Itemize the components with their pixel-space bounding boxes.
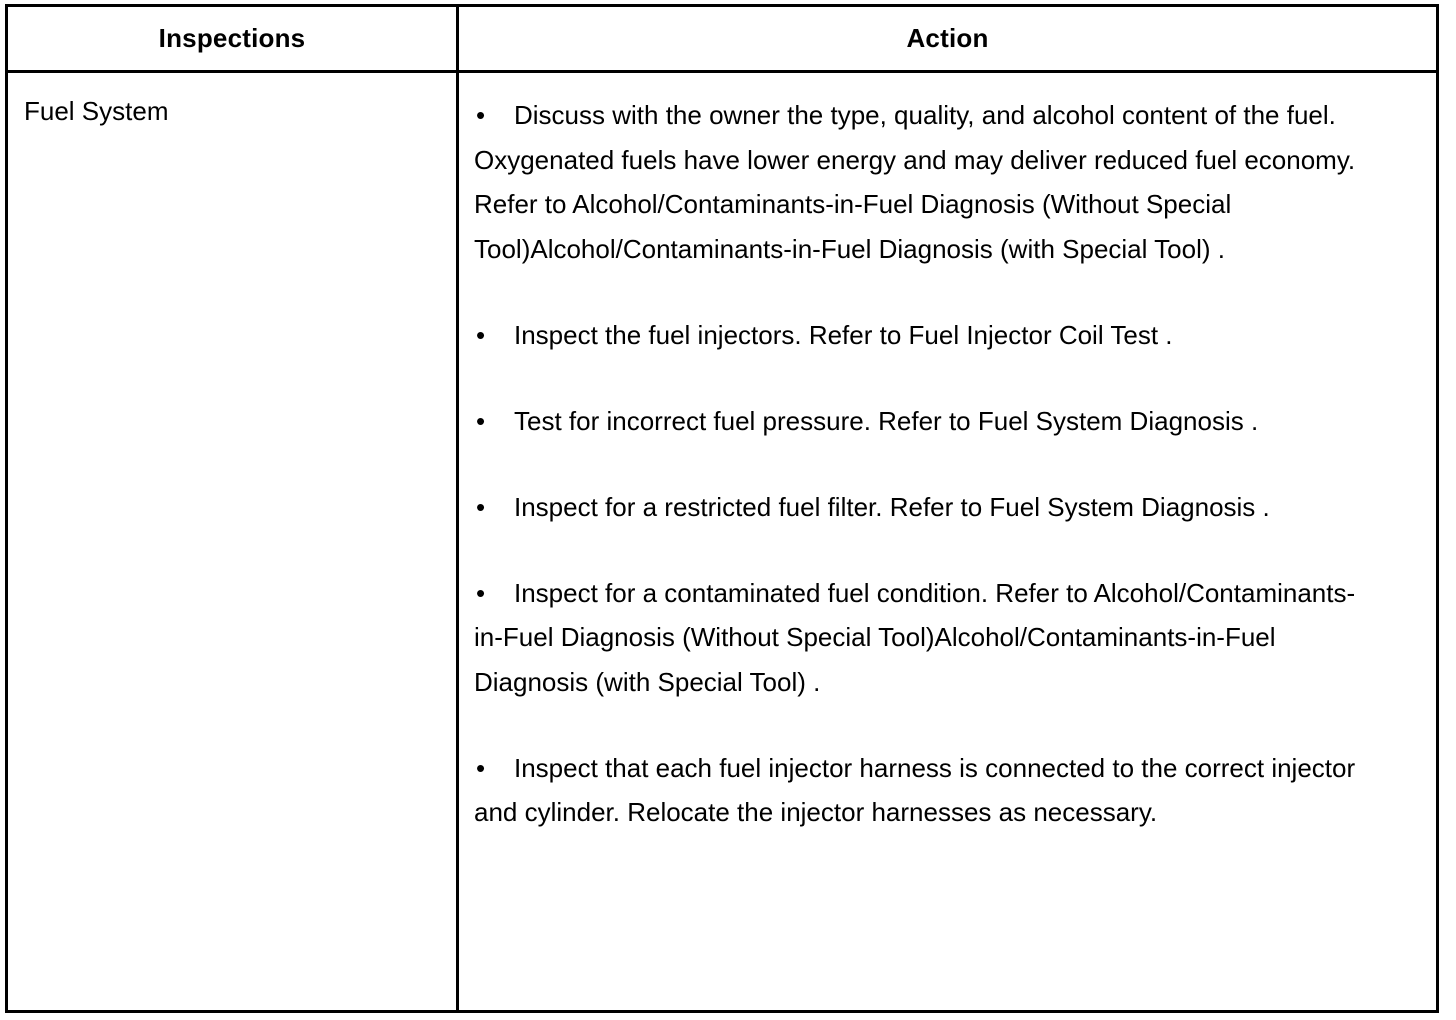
action-text: Inspect for a contaminated fuel condition. Refer to Alcohol/Contaminants-in-Fuel Diagnosis (Without Special Tool)Alcohol/Contaminants-in-Fuel Diagnosis (with Special Tool) . xyxy=(474,577,1356,697)
action-text: Inspect that each fuel injector harness is connected to the correct injector and cylinder. Relocate the injector harnesses as necessary. xyxy=(474,752,1356,827)
header-inspections: Inspections xyxy=(158,23,306,53)
bullet: • xyxy=(476,405,486,436)
inspection-cell-fuel-system: Fuel System xyxy=(24,96,169,126)
table-header-row xyxy=(8,7,1436,73)
inspection-table xyxy=(5,4,1439,1013)
action-item xyxy=(474,571,1364,705)
action-item xyxy=(474,313,1364,358)
header-action: Action xyxy=(906,23,989,53)
action-cell xyxy=(474,93,1364,876)
action-item xyxy=(474,746,1364,835)
action-item xyxy=(474,485,1364,530)
bullet: • xyxy=(476,577,486,608)
action-text: Discuss with the owner the type, quality, and alcohol content of the fuel. Oxygenated fuels have lower energy and may deliver reduced fuel economy. Refer to Alcohol/Contaminants-in-Fuel Diagnosis (Without Special Tool)Alcohol/Contaminants-in-Fuel Diagnosis (with Special Tool) . xyxy=(474,100,1356,264)
bullet: • xyxy=(476,752,486,783)
action-text: Test for incorrect fuel pressure. Refer to Fuel System Diagnosis . xyxy=(514,405,1259,436)
bullet: • xyxy=(476,319,486,350)
action-item xyxy=(474,399,1364,444)
action-text: Inspect the fuel injectors. Refer to Fuel Injector Coil Test . xyxy=(514,319,1173,350)
action-item xyxy=(474,93,1364,271)
column-divider xyxy=(456,7,459,1010)
action-text: Inspect for a restricted fuel filter. Refer to Fuel System Diagnosis . xyxy=(514,491,1270,522)
bullet: • xyxy=(476,491,486,522)
bullet: • xyxy=(476,100,486,130)
